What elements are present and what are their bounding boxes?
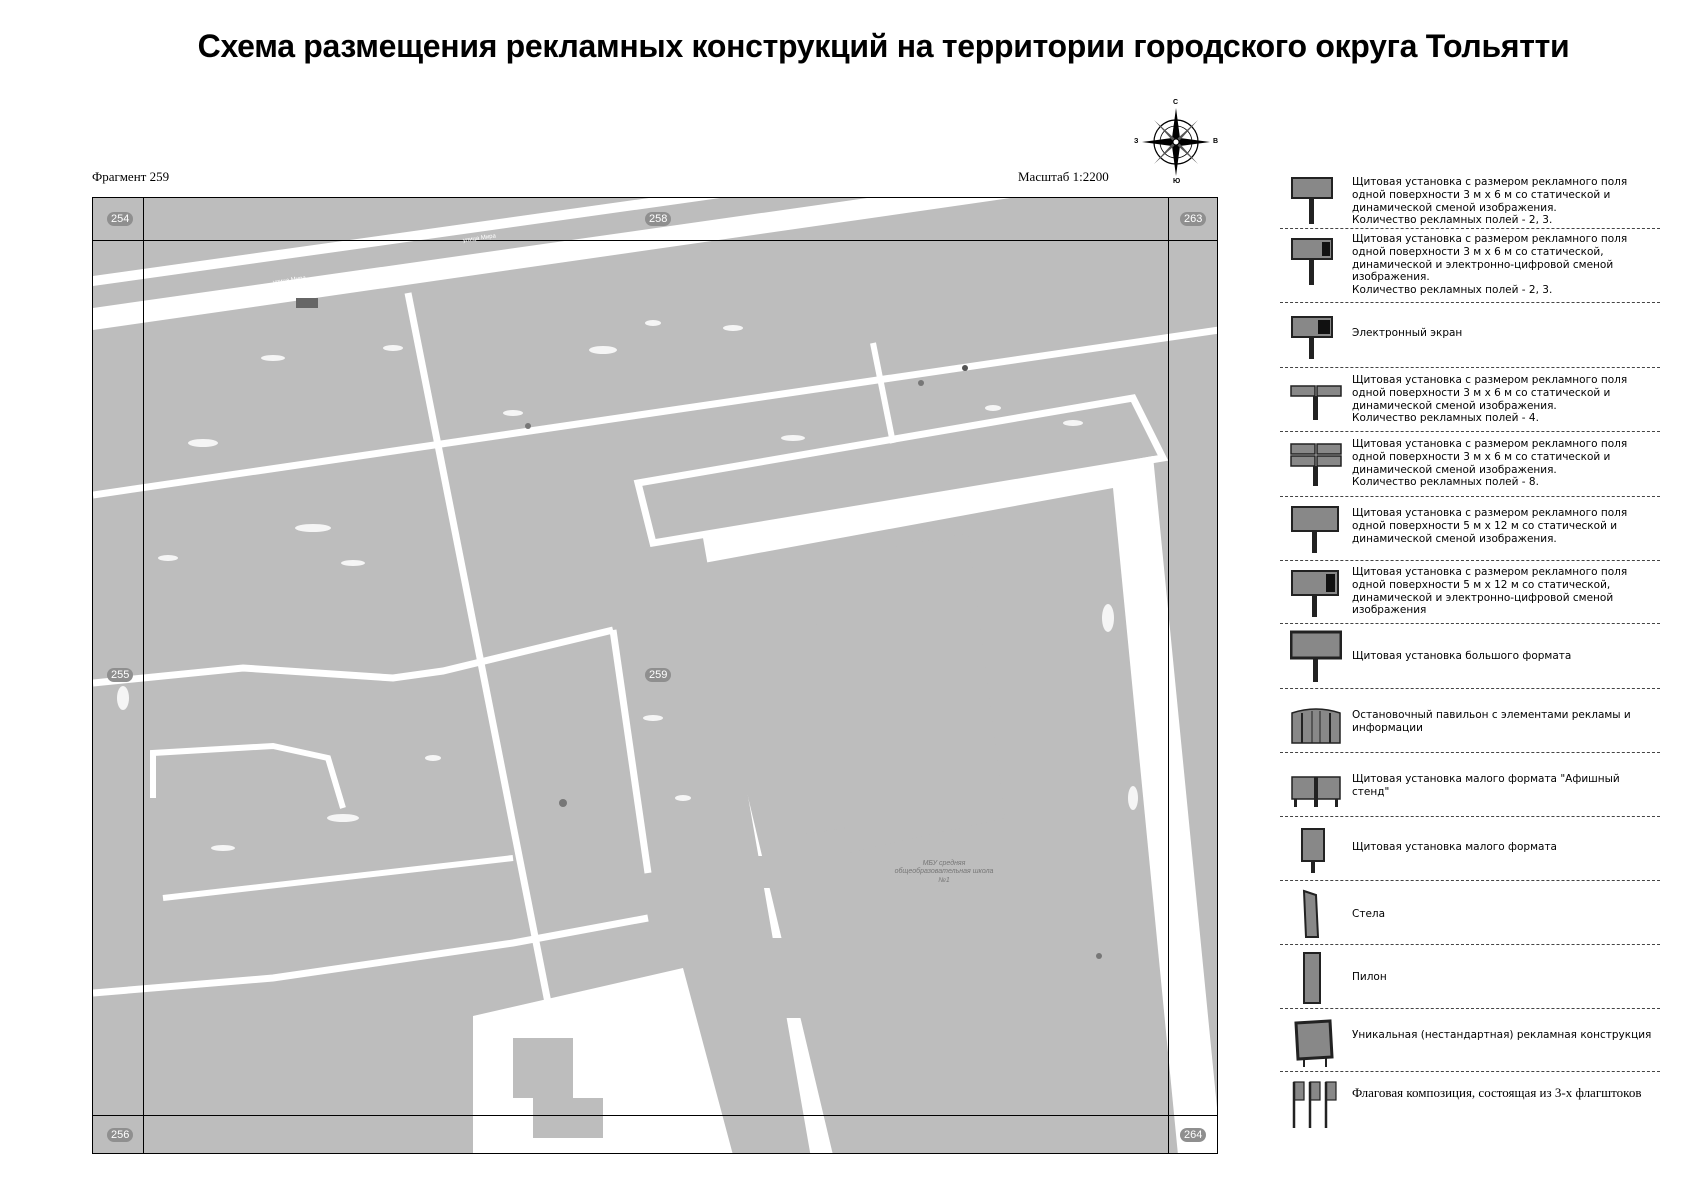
bus-stop-pavilion-icon bbox=[1290, 693, 1342, 749]
billboard-4-fields-icon bbox=[1290, 372, 1342, 428]
legend-text: Щитовая установка с размером рекламного поля одной поверхности 3 м х 6 м со статической и динамической сменой изображения. Количество рекламных полей - 2, 3. bbox=[1352, 176, 1628, 227]
legend-text: Уникальная (нестандартная) рекламная конструкция bbox=[1352, 1029, 1652, 1041]
legend-item bbox=[1280, 1072, 1660, 1140]
legend-text: Остановочный павильон с элементами рекламы и информации bbox=[1352, 709, 1631, 734]
road-bottom bbox=[93, 918, 648, 993]
cell-label-260[interactable]: 260 bbox=[653, 1129, 674, 1143]
compass-rose-icon bbox=[1134, 99, 1219, 185]
legend-text: Щитовая установка с размером рекламного поля одной поверхности 3 м х 6 м со статической, динамической и электронно-цифровой сменой изображения. Количество рекламных полей - 2, 3. bbox=[1352, 233, 1628, 297]
flag-composition-icon bbox=[1290, 1076, 1342, 1132]
legend-text: Стела bbox=[1352, 908, 1386, 920]
legend-item bbox=[1280, 1009, 1660, 1072]
legend-item bbox=[1280, 561, 1660, 624]
legend-text: Пилон bbox=[1352, 971, 1387, 983]
road-left-loop bbox=[153, 746, 343, 808]
legend-text: Щитовая установка малого формата bbox=[1352, 841, 1557, 853]
billboard-5x12-icon bbox=[1290, 501, 1342, 557]
lower-left-block-2 bbox=[533, 1098, 603, 1138]
legend-text: Щитовая установка с размером рекламного поля одной поверхности 5 м х 12 м со статической, динамической и электронно-цифровой сменой изображения bbox=[1352, 566, 1628, 617]
road-school-inner bbox=[613, 630, 648, 873]
legend-item bbox=[1280, 368, 1660, 432]
poster-stand-icon bbox=[1290, 757, 1342, 813]
grid-line-h2 bbox=[93, 1115, 1218, 1116]
grid-line-v1 bbox=[143, 198, 144, 1154]
road-vertical-2 bbox=[873, 343, 893, 443]
compass-south-label: Ю bbox=[1173, 178, 1181, 185]
grid-line-v2 bbox=[1168, 198, 1169, 1154]
road-left-lower bbox=[163, 858, 513, 898]
road-curve bbox=[93, 630, 613, 683]
compass-east-label: В bbox=[1213, 138, 1219, 145]
legend-text: Флаговая композиция, состоящая из 3-х флагштоков bbox=[1352, 1085, 1642, 1100]
legend-text: Щитовая установка с размером рекламного поля одной поверхности 3 м х 6 м со статической и динамической сменой изображения. Количество рекламных полей - 8. bbox=[1352, 438, 1628, 489]
legend-item bbox=[1280, 497, 1660, 561]
billboard-8-fields-icon bbox=[1290, 436, 1342, 492]
legend-item bbox=[1280, 170, 1660, 229]
school-building-3 bbox=[738, 938, 808, 1018]
map-fragment[interactable] bbox=[92, 197, 1218, 1154]
compass-north-label: С bbox=[1173, 99, 1179, 106]
legend-item bbox=[1280, 881, 1660, 945]
street-label-mira-1: улица Мира bbox=[462, 233, 497, 244]
legend-text: Щитовая установка с размером рекламного поля одной поверхности 5 м х 12 м со статической и динамической сменой изображения. bbox=[1352, 507, 1628, 545]
stele-icon bbox=[1290, 885, 1342, 941]
legend-item bbox=[1280, 753, 1660, 817]
cell-label-254[interactable]: 254 bbox=[107, 212, 133, 226]
legend-item bbox=[1280, 945, 1660, 1009]
ad-structure-marker bbox=[296, 298, 318, 308]
legend-text: Щитовая установка малого формата "Афишный стенд" bbox=[1352, 773, 1620, 798]
school-building-1 bbox=[718, 856, 770, 888]
cell-label-255[interactable]: 255 bbox=[107, 668, 133, 682]
cell-label-264[interactable]: 264 bbox=[1180, 1128, 1206, 1142]
fragment-label: Фрагмент 259 bbox=[92, 169, 170, 184]
legend-text: Электронный экран bbox=[1352, 327, 1463, 339]
school-building-4 bbox=[818, 958, 873, 1038]
billboard-5x12-digital-icon bbox=[1290, 565, 1342, 621]
small-format-billboard-icon bbox=[1290, 821, 1342, 877]
legend-item bbox=[1280, 432, 1660, 497]
legend-item bbox=[1280, 817, 1660, 881]
school-label: МБУ средняя общеобразовательная школа №1 bbox=[894, 860, 994, 884]
school-building-6 bbox=[928, 963, 973, 1013]
cell-label-258[interactable]: 258 bbox=[645, 212, 671, 226]
legend-item bbox=[1280, 624, 1660, 689]
cell-label-256[interactable]: 256 bbox=[107, 1128, 133, 1142]
large-format-billboard-icon bbox=[1290, 628, 1342, 684]
billboard-3x6-icon bbox=[1290, 174, 1342, 230]
page-title: Схема размещения рекламных конструкций на территории городского округа Тольятти bbox=[197, 28, 1570, 64]
scale-label: Масштаб 1:2200 bbox=[1018, 169, 1109, 184]
cell-label-259[interactable]: 259 bbox=[645, 668, 671, 682]
pylon-icon bbox=[1290, 949, 1342, 1005]
street-label-mira-3: улица Мира bbox=[192, 298, 227, 309]
unique-construction-icon bbox=[1290, 1013, 1342, 1069]
street-label-mira-2: улица Мира bbox=[272, 275, 307, 286]
legend bbox=[1280, 170, 1660, 1140]
grid-line-h1 bbox=[93, 240, 1218, 241]
legend-item bbox=[1280, 229, 1660, 303]
electronic-screen-icon bbox=[1290, 307, 1342, 363]
legend-text: Щитовая установка с размером рекламного поля одной поверхности 3 м х 6 м со статической и динамической сменой изображения. Количество рекламных полей - 4. bbox=[1352, 374, 1628, 425]
cell-label-263[interactable]: 263 bbox=[1180, 212, 1206, 226]
legend-item bbox=[1280, 689, 1660, 753]
compass-west-label: З bbox=[1134, 138, 1139, 145]
lower-left-block bbox=[513, 1038, 573, 1098]
legend-text: Щитовая установка большого формата bbox=[1352, 650, 1572, 662]
billboard-3x6-digital-icon bbox=[1290, 233, 1342, 289]
legend-item bbox=[1280, 303, 1660, 368]
